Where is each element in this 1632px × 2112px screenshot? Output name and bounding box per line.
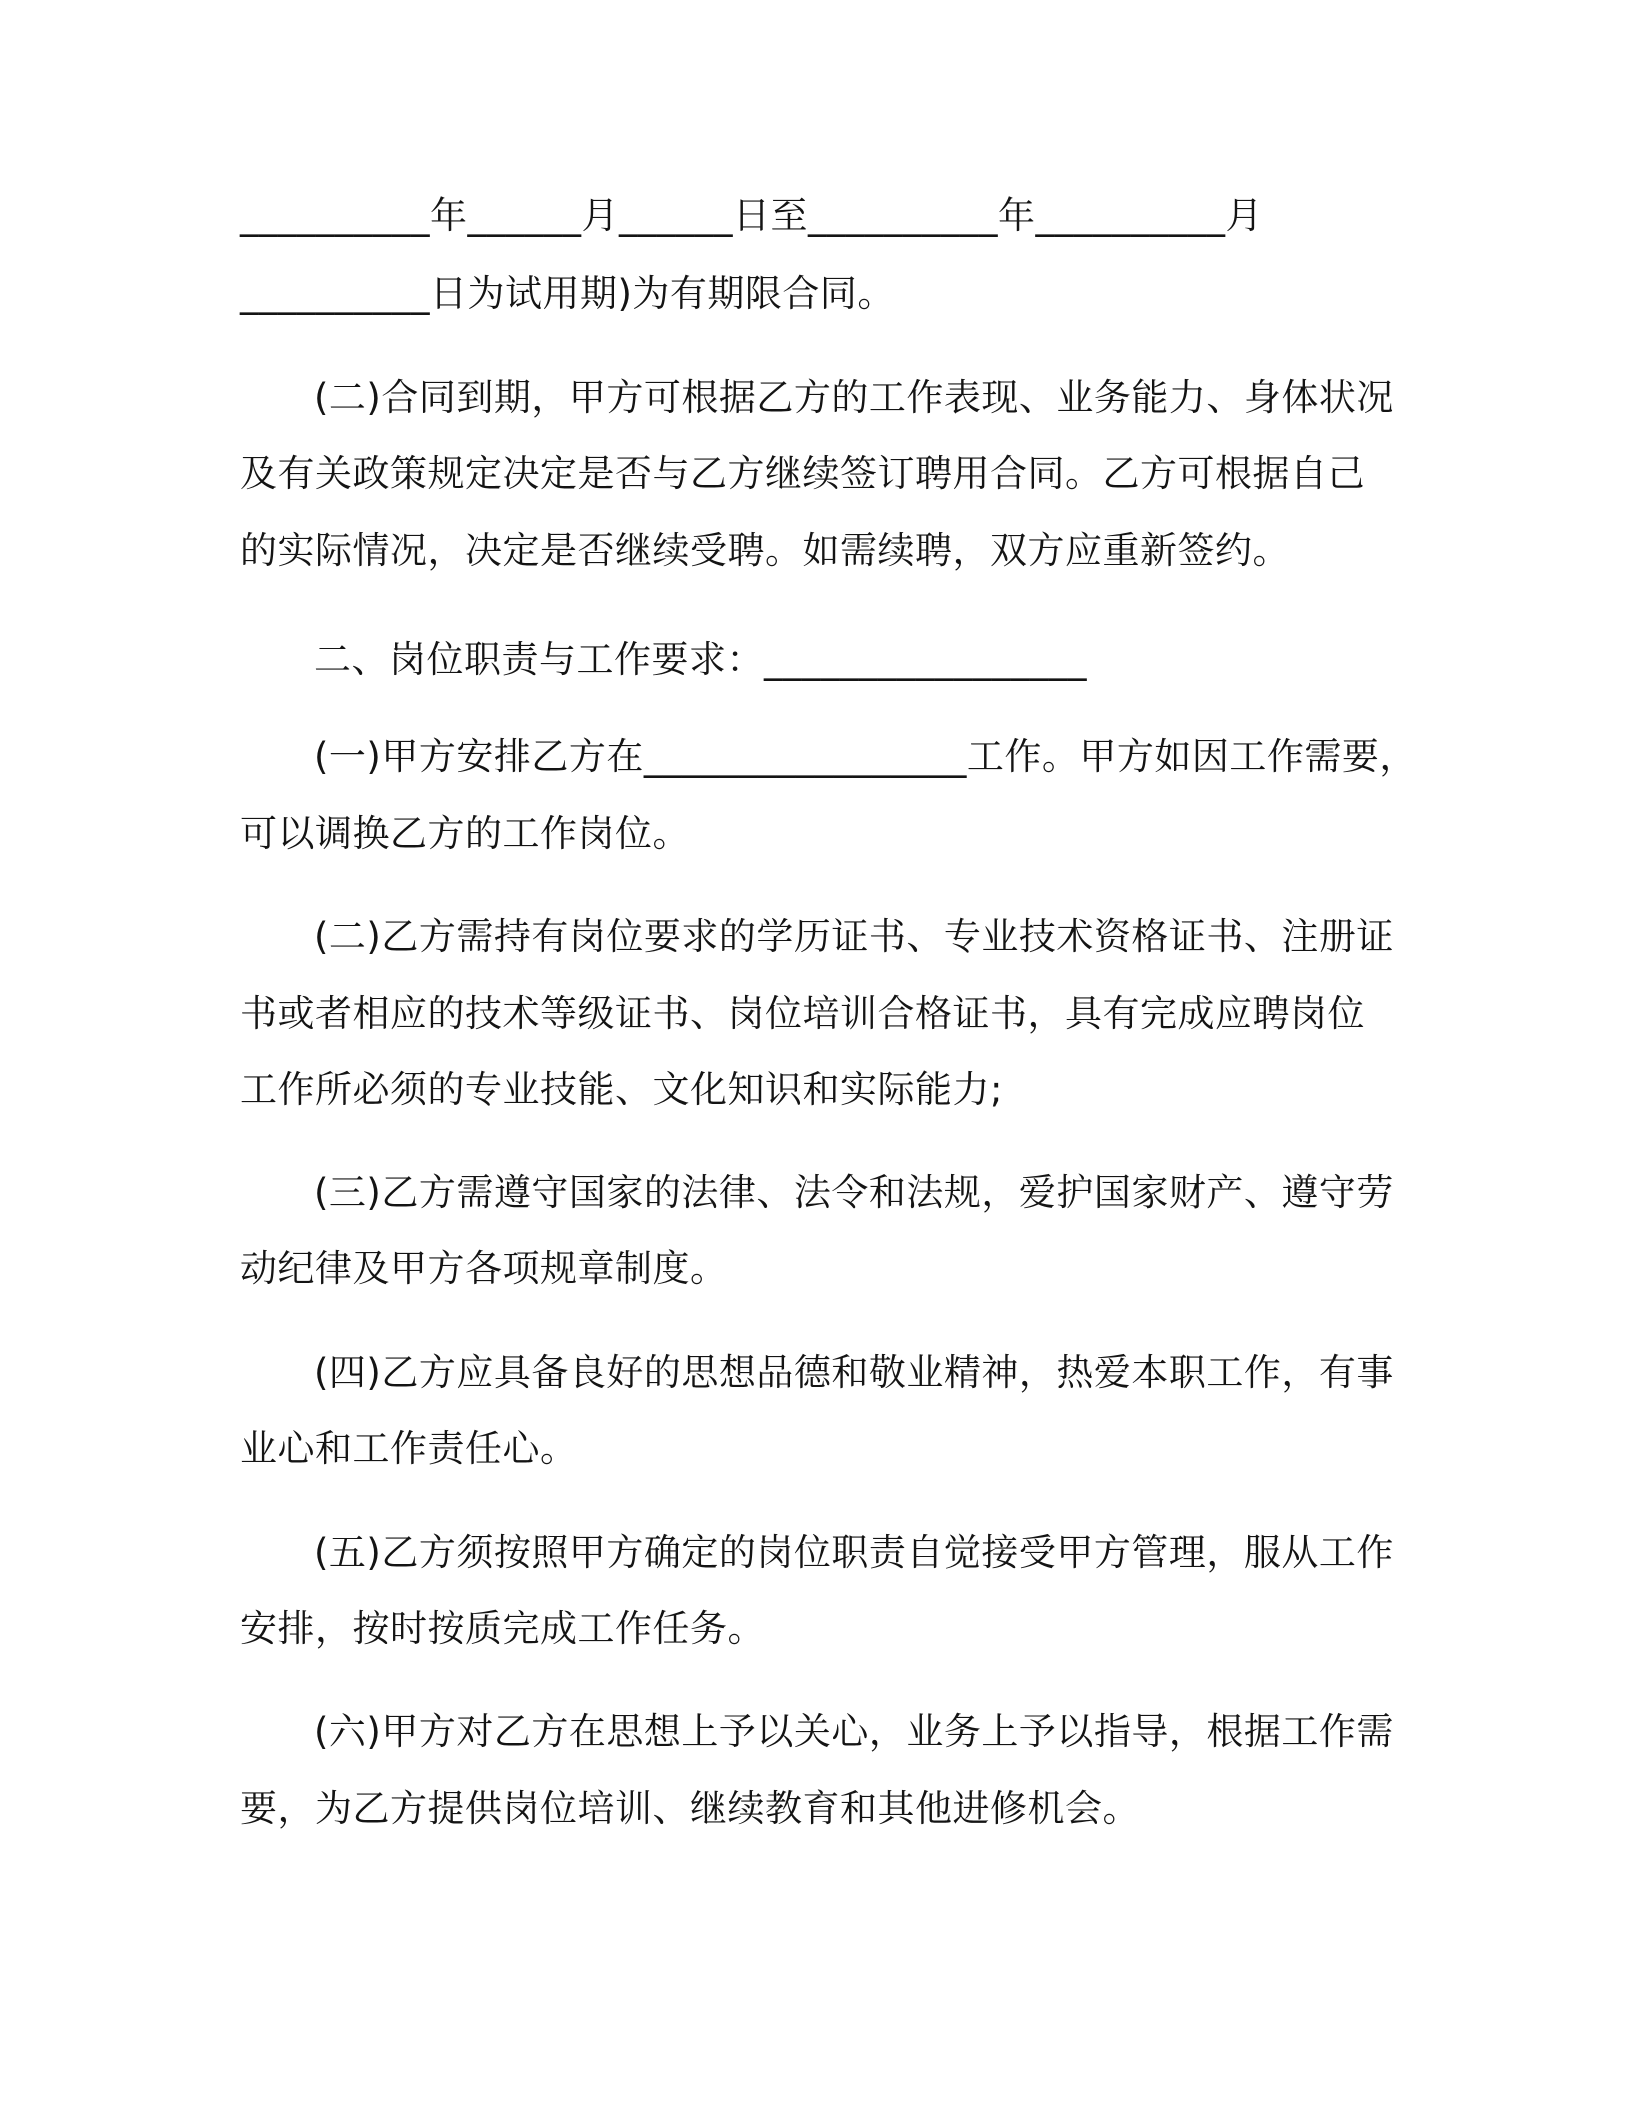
paragraph-2-line-2: 及有关政策规定决定是否与乙方继续签订聘用合同。乙方可根据自己	[240, 452, 1365, 495]
item-2-line-3: 工作所必须的专业技能、文化知识和实际能力;	[240, 1068, 1003, 1111]
item-6-line-1: (六)甲方对乙方在思想上予以关心，业务上予以指导，根据工作需	[314, 1710, 1394, 1753]
item-5-line-1: (五)乙方须按照甲方确定的岗位职责自觉接受甲方管理，服从工作	[314, 1531, 1394, 1574]
item-3-line-1: (三)乙方需遵守国家的法律、法令和法规，爱护国家财产、遵守劳	[314, 1171, 1394, 1214]
item-2-line-2: 书或者相应的技术等级证书、岗位培训合格证书，具有完成应聘岗位	[240, 992, 1365, 1035]
item-1-line-2: 可以调换乙方的工作岗位。	[240, 812, 690, 855]
section-heading-job-duties: 二、岗位职责与工作要求：_________________	[314, 638, 1087, 681]
item-5-line-2: 安排，按时按质完成工作任务。	[240, 1607, 765, 1650]
text-line-date-range: __________年______月______日至__________年__________月	[240, 194, 1263, 237]
item-2-line-1: (二)乙方需持有岗位要求的学历证书、专业技术资格证书、注册证	[314, 915, 1394, 958]
paragraph-2-line-1: (二)合同到期，甲方可根据乙方的工作表现、业务能力、身体状况	[314, 376, 1394, 419]
item-4-line-1: (四)乙方应具备良好的思想品德和敬业精神，热爱本职工作，有事	[314, 1351, 1394, 1394]
text-line-probation: __________日为试用期)为有期限合同。	[240, 272, 895, 315]
item-6-line-2: 要，为乙方提供岗位培训、继续教育和其他进修机会。	[240, 1787, 1140, 1830]
item-4-line-2: 业心和工作责任心。	[240, 1427, 578, 1470]
item-3-line-2: 动纪律及甲方各项规章制度。	[240, 1247, 728, 1290]
paragraph-2-line-3: 的实际情况，决定是否继续受聘。如需续聘，双方应重新签约。	[240, 529, 1290, 572]
item-1-line-1: (一)甲方安排乙方在_________________工作。甲方如因工作需要，	[314, 735, 1417, 778]
